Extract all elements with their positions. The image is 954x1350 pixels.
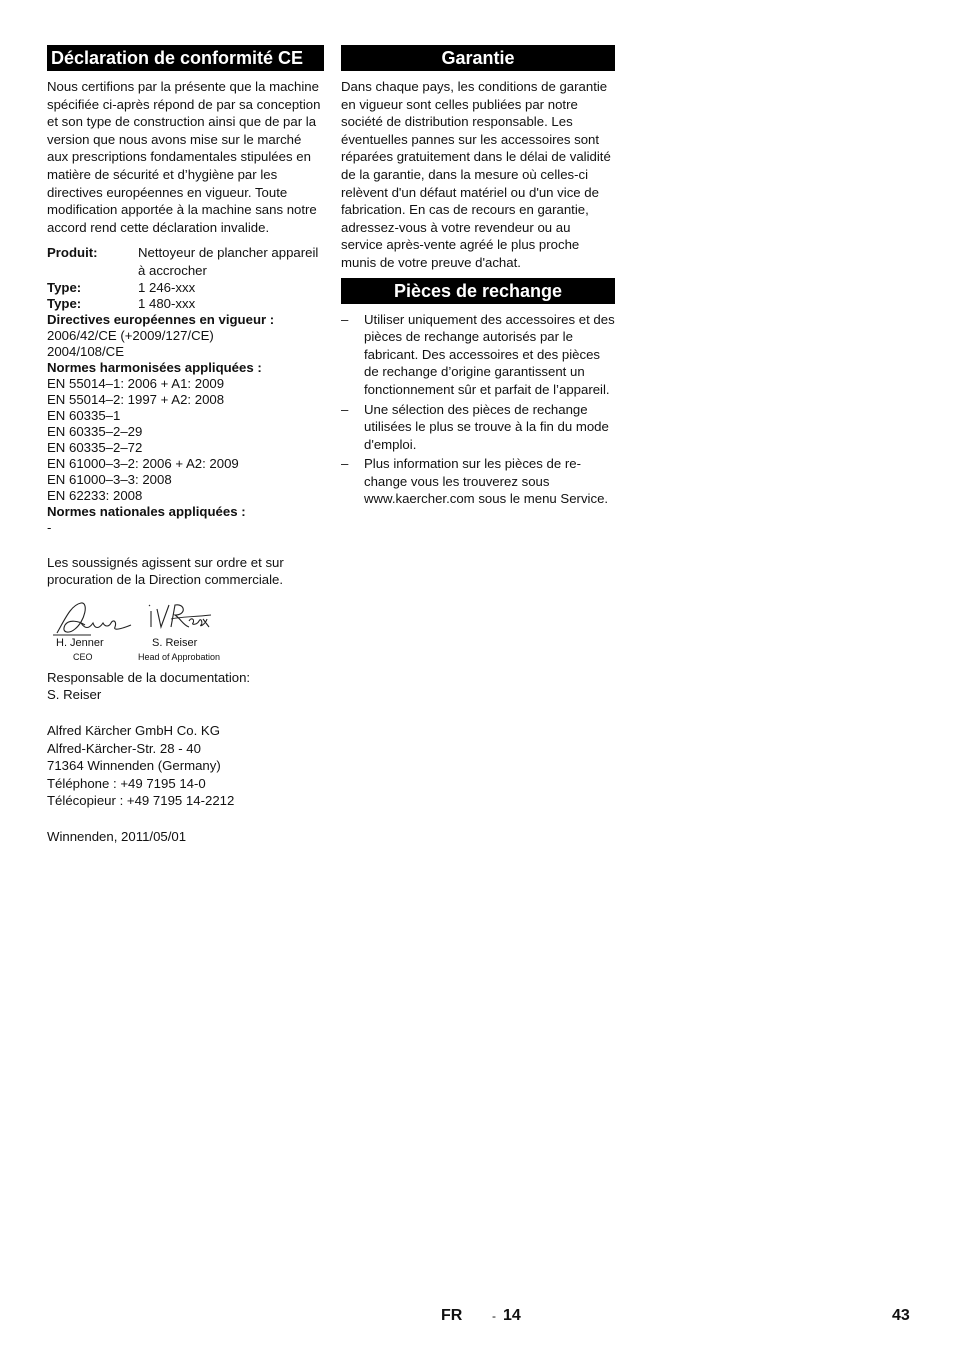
harmonized-item: EN 60335–2–72 [47,439,143,455]
directive-item: 2004/108/CE [47,343,124,359]
signature-reiser [145,599,213,633]
spare-parts-heading: Pièces de rechange [341,278,615,304]
type-label: Type: [47,295,82,311]
signer-name: S. Reiser [152,636,198,649]
spare-parts-list [341,311,615,509]
national-label: Normes nationales appliquées : [47,503,246,519]
type-label: Type: [47,279,82,295]
footer-dash: - [492,1309,496,1323]
product-value: Nettoyeur de plancher appareil à accrocher [138,245,319,278]
harmonized-item: EN 55014–1: 2006 + A1: 2009 [47,375,225,391]
signer-name: H. Jenner [56,636,104,649]
harmonized-item: EN 60335–1 [47,407,121,423]
warranty-column [341,45,615,510]
product-label: Produit: [47,245,98,261]
section-page-number: 14 [503,1307,521,1324]
type-value: 1 480-xxx [138,295,196,311]
place-date: Winnenden, 2011/05/01 [47,828,187,844]
harmonized-label: Normes harmonisées appliquées : [47,359,262,375]
national-value: - [47,519,52,535]
harmonized-item: EN 60335–2–29 [47,423,143,439]
harmonized-item: EN 62233: 2008 [47,487,143,503]
type-value: 1 246-xxx [138,279,196,295]
declaration-intro: Nous certifions par la présente que la machine spécifiée ci-après répond de par sa conception et son type de construction ainsi que de par la version que nous avons mise sur le marché aux prescriptions fondamentales stipulées en matière de sécurité et d’hygiène par les directives européennes en vigueur. Toute modification apportée à la machine sans notre accord rend cette déclaration invalide. [47,79,321,235]
signer-title: CEO [73,651,93,662]
product-specs [47,244,324,535]
harmonized-item: EN 61000–3–2: 2006 + A2: 2009 [47,455,239,471]
list-item: – Une sélection des pièces de rechange utilisées le plus se trouve à la fin du mode d'emploi. [341,401,609,452]
address-line: Télécopieur : +49 7195 14-2212 [47,793,235,809]
address-line: Téléphone : +49 7195 14-0 [47,775,206,791]
page-number: 43 [892,1307,910,1324]
declaration-heading: Déclaration de conformité CE [47,45,324,71]
directive-item: 2006/42/CE (+2009/127/CE) [47,327,214,343]
declaration-column [47,45,324,845]
signature-jenner [51,599,137,639]
directives-label: Directives européennes en vigueur : [47,311,275,327]
company-address [47,722,324,810]
warranty-heading: Garantie [341,45,615,71]
address-line: Alfred-Kärcher-Str. 28 - 40 [47,740,201,756]
signatories-text: Les soussignés agissent sur ordre et sur procuration de la Direction commerciale. [47,554,284,588]
address-line: Alfred Kärcher GmbH Co. KG [47,722,220,738]
address-line: 71364 Winnenden (Germany) [47,758,221,774]
list-item: – Plus information sur les pièces de rechange vous les trouverez sous www.kaercher.com sous le menu Service. [341,456,609,507]
language-code: FR [441,1307,463,1324]
list-item: – Utiliser uniquement des accessoires et des pièces de rechange autorisés par le fabricant. Des accessoires et des pièces de rechange d’origine garantissent un fonctionnement sûr et parfait de l’appareil. [341,311,615,397]
signatures [47,599,324,662]
doc-responsible-name: S. Reiser [47,687,102,703]
doc-responsible-label: Responsable de la documentation: [47,669,251,685]
signer-title: Head of Approbation [138,651,221,662]
harmonized-item: EN 55014–2: 1997 + A2: 2008 [47,391,225,407]
harmonized-item: EN 61000–3–3: 2008 [47,471,172,487]
warranty-text: Dans chaque pays, les conditions de garantie en vigueur sont celles publiées par notre société de distribution responsable. Les éventuelles pannes sur les accessoires sont réparées gratuitement dans le délai de validité de la garantie, dans la mesure où celles-ci relèvent d'un défaut matériel ou d'un vice de fabrication. En cas de recours en garantie, adressez-vous à votre revendeur ou au service après-vente agréé le plus proche munis de votre preuve d'achat. [341,79,611,270]
